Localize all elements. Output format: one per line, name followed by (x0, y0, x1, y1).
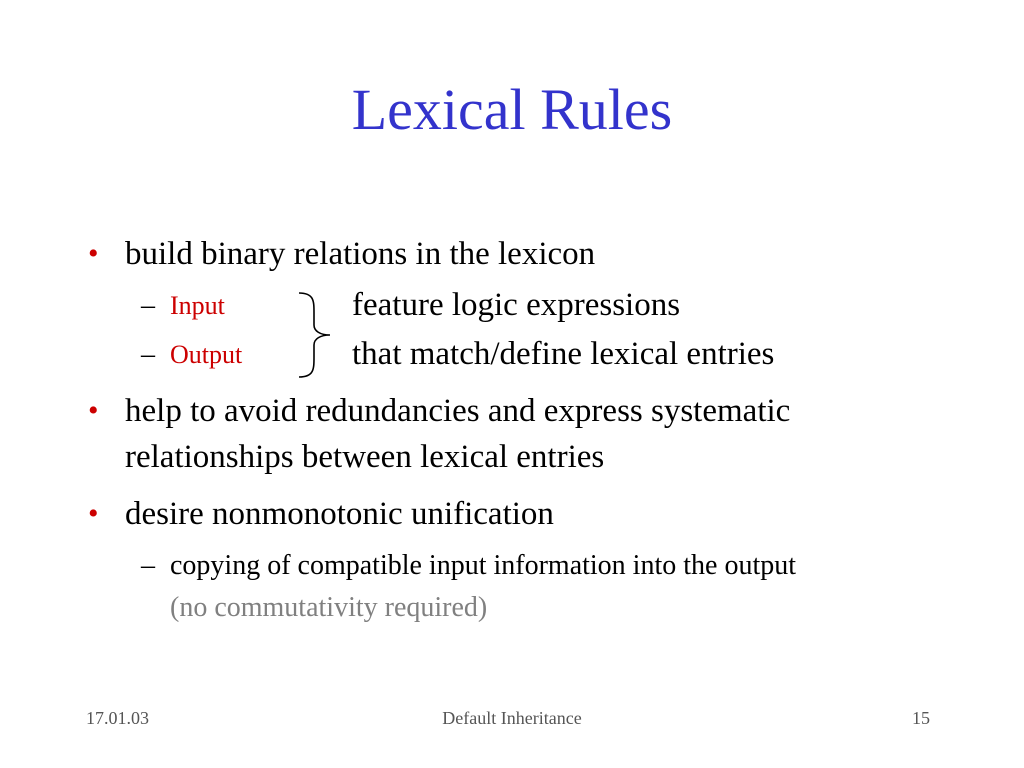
footer-page-number: 15 (912, 708, 930, 728)
sub-label-input (170, 287, 225, 325)
sub-item-copying-line-1: copying of compatible input information into the output (170, 550, 797, 581)
expression-line-2: that match/define lexical entries (352, 336, 775, 372)
bullet-marker-1: • (88, 237, 99, 270)
bullet-2-line-2: relationships between lexical entries (125, 439, 605, 475)
bullet-marker-2: • (88, 394, 99, 427)
slide-title: Lexical Rules (351, 77, 673, 142)
right-brace-icon (296, 291, 336, 379)
dash-marker-input: – (141, 290, 155, 321)
footer-title: Default Inheritance (442, 708, 582, 728)
footer-date: 17.01.03 (86, 708, 149, 728)
input-label: Input (170, 291, 225, 320)
output-label: Output (170, 340, 243, 369)
expression-line-1: feature logic expressions (352, 287, 681, 323)
bullet-3-text: desire nonmonotonic unification (125, 496, 554, 532)
dash-marker-copying: – (141, 550, 155, 581)
bullet-1-text: build binary relations in the lexicon (125, 236, 596, 272)
bullet-marker-3: • (88, 497, 99, 530)
dash-marker-output: – (141, 339, 155, 370)
bullet-2-line-1: help to avoid redundancies and express systematic (125, 393, 791, 429)
sub-label-output (170, 336, 242, 374)
sub-item-copying-line-2: (no commutativity required) (170, 592, 488, 623)
